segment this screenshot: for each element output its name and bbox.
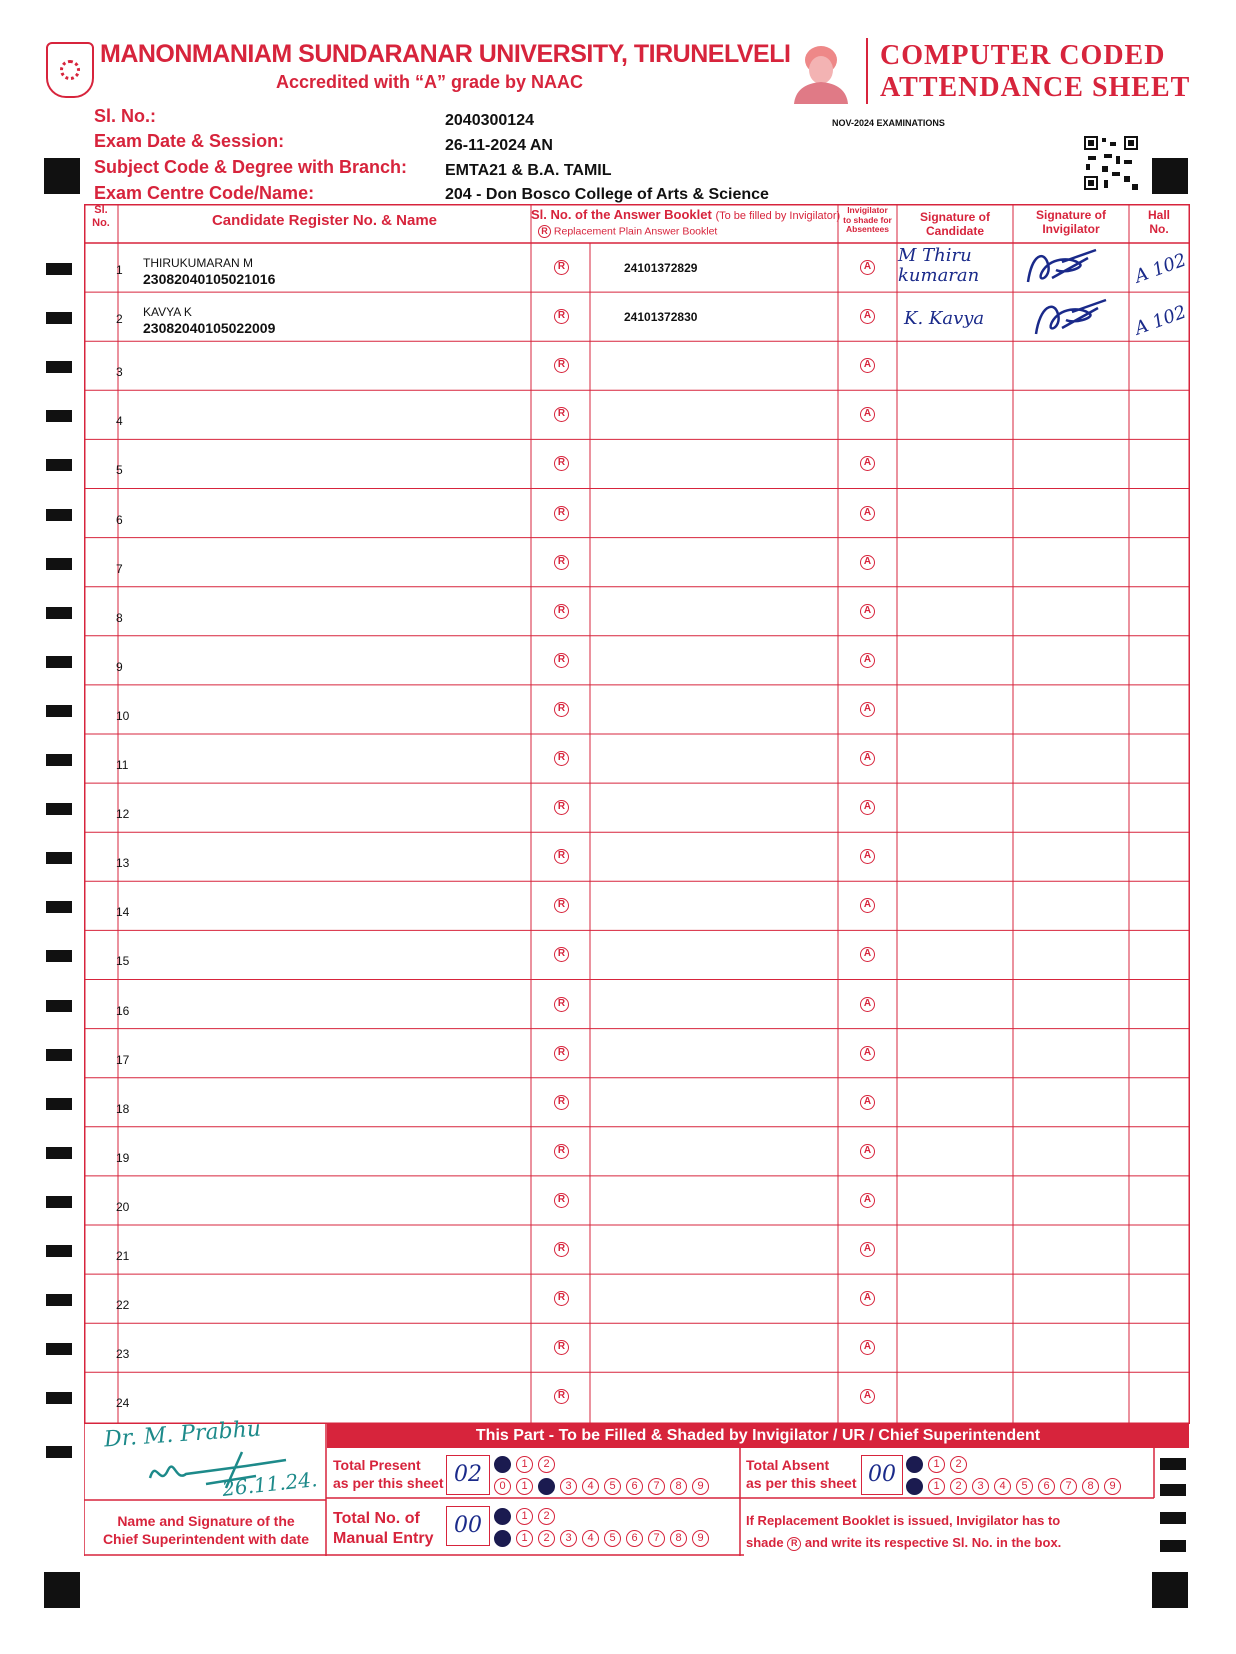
digit-bubble[interactable]: 1 bbox=[516, 1508, 533, 1525]
timing-mark bbox=[46, 705, 72, 717]
digit-bubble[interactable]: 5 bbox=[1016, 1478, 1033, 1495]
chief-superintendent-label: Name and Signature of the Chief Superintendent with date bbox=[102, 1513, 310, 1547]
replacement-bubble[interactable]: R bbox=[554, 358, 569, 373]
absentee-bubble[interactable]: A bbox=[860, 1340, 875, 1355]
replacement-bubble[interactable]: R bbox=[554, 1389, 569, 1404]
absentee-bubble[interactable]: A bbox=[860, 309, 875, 324]
row-number: 20 bbox=[116, 1199, 130, 1214]
digit-bubble[interactable] bbox=[494, 1456, 511, 1473]
digit-bubble[interactable]: 2 bbox=[950, 1456, 967, 1473]
row-number: 19 bbox=[116, 1150, 130, 1165]
row-number: 4 bbox=[116, 414, 123, 429]
digit-bubble[interactable]: 2 bbox=[950, 1478, 967, 1495]
digit-bubble[interactable]: 9 bbox=[692, 1478, 709, 1495]
timing-mark bbox=[46, 312, 72, 324]
timing-mark bbox=[46, 1245, 72, 1257]
row-number: 24 bbox=[116, 1396, 130, 1411]
timing-mark bbox=[46, 410, 72, 422]
chief-superintendent-date: 26.11.24. bbox=[221, 1467, 319, 1501]
replacement-bubble[interactable]: R bbox=[554, 309, 569, 324]
replacement-bubble[interactable]: R bbox=[554, 849, 569, 864]
candidate-name: KAVYA K bbox=[143, 305, 192, 320]
absentee-bubble[interactable]: A bbox=[860, 1193, 875, 1208]
replacement-bubble[interactable]: R bbox=[554, 898, 569, 913]
replacement-bubble[interactable]: R bbox=[554, 1340, 569, 1355]
replacement-bubble[interactable]: R bbox=[554, 604, 569, 619]
digit-bubble[interactable]: 1 bbox=[928, 1478, 945, 1495]
footer-band: This Part - To be Filled & Shaded by Invigilator / UR / Chief Superintendent bbox=[327, 1424, 1189, 1448]
replacement-bubble[interactable]: R bbox=[554, 555, 569, 570]
col-booklet-title: Sl. No. of the Answer Booklet bbox=[531, 207, 712, 222]
digit-bubble[interactable]: 6 bbox=[626, 1530, 643, 1547]
absentee-bubble[interactable]: A bbox=[860, 1046, 875, 1061]
timing-mark bbox=[46, 263, 72, 275]
row-number: 7 bbox=[116, 561, 123, 576]
row-number: 11 bbox=[116, 758, 129, 772]
absentee-bubble[interactable]: A bbox=[860, 997, 875, 1012]
timing-mark bbox=[46, 656, 72, 668]
row-number: 12 bbox=[116, 807, 130, 822]
sheet-title bbox=[880, 40, 1190, 104]
centre-value: 204 - Don Bosco College of Arts & Science bbox=[445, 186, 769, 203]
manual-entry-label: Total No. of Manual Entry bbox=[333, 1510, 434, 1547]
row-number: 13 bbox=[116, 856, 130, 871]
replacement-bubble[interactable]: R bbox=[554, 653, 569, 668]
digit-bubble[interactable]: 7 bbox=[648, 1530, 665, 1547]
digit-bubble[interactable]: 2 bbox=[538, 1508, 555, 1525]
timing-mark-top-right bbox=[1152, 158, 1188, 194]
qr-code bbox=[1084, 136, 1138, 190]
row-number: 3 bbox=[116, 365, 123, 380]
accreditation-text: Accredited with “A” grade by NAAC bbox=[276, 72, 584, 92]
digit-bubble[interactable]: 3 bbox=[560, 1530, 577, 1547]
digit-bubble[interactable]: 6 bbox=[1038, 1478, 1055, 1495]
answer-booklet-no: 24101372830 bbox=[624, 310, 698, 325]
total-present-bubbles[interactable] bbox=[494, 1454, 734, 1498]
timing-mark bbox=[46, 803, 72, 815]
replacement-r-icon: R bbox=[538, 225, 551, 238]
absentee-bubble[interactable]: A bbox=[860, 1389, 875, 1404]
timing-mark bbox=[46, 1446, 72, 1458]
exam-date-value: 26-11-2024 AN bbox=[445, 137, 553, 154]
col-sl-header: Sl. No. bbox=[92, 204, 110, 229]
col-invig-shade-header: Invigilator to shade for Absentees bbox=[843, 205, 892, 234]
replacement-note-rest: and write its respective Sl. No. in the box. bbox=[804, 1535, 1062, 1550]
replacement-bubble[interactable]: R bbox=[554, 947, 569, 962]
invigilator-signature-2 bbox=[1032, 294, 1114, 340]
absentee-bubble[interactable]: A bbox=[860, 653, 875, 668]
row-number: 16 bbox=[116, 1003, 130, 1018]
row-number: 10 bbox=[116, 708, 130, 723]
replacement-bubble[interactable]: R bbox=[554, 751, 569, 766]
exams-label: NOV-2024 EXAMINATIONS bbox=[832, 118, 945, 128]
university-name: MANONMANIAM SUNDARANAR UNIVERSITY, TIRUNELVELI bbox=[100, 40, 791, 68]
total-present-label: Total Present as per this sheet bbox=[333, 1457, 444, 1491]
sheet-title-line-1: COMPUTER CODED bbox=[880, 40, 1166, 71]
header-divider bbox=[866, 38, 868, 104]
replacement-bubble[interactable]: R bbox=[554, 1046, 569, 1061]
timing-mark bbox=[46, 1098, 72, 1110]
row-number: 18 bbox=[116, 1101, 130, 1116]
absentee-bubble[interactable]: A bbox=[860, 898, 875, 913]
row-number: 2 bbox=[116, 312, 123, 327]
digit-bubble[interactable]: 4 bbox=[582, 1530, 599, 1547]
absentee-bubble[interactable]: A bbox=[860, 947, 875, 962]
row-number: 6 bbox=[116, 512, 123, 527]
absentee-bubble[interactable]: A bbox=[860, 1242, 875, 1257]
attendance-grid bbox=[84, 204, 1190, 1424]
absentee-bubble[interactable]: A bbox=[860, 260, 875, 275]
digit-bubble[interactable]: 7 bbox=[648, 1478, 665, 1495]
candidate-register-no: 23082040105022009 bbox=[143, 320, 276, 337]
timing-mark bbox=[46, 1294, 72, 1306]
col-booklet-note: (To be filled by Invigilator) bbox=[715, 210, 841, 222]
row-number: 22 bbox=[116, 1298, 130, 1313]
absentee-bubble[interactable]: A bbox=[860, 456, 875, 471]
gear-icon bbox=[60, 60, 80, 80]
candidate-signature-1: M Thiru kumaran bbox=[898, 245, 980, 286]
absentee-bubble[interactable]: A bbox=[860, 800, 875, 815]
digit-bubble[interactable]: 8 bbox=[670, 1478, 687, 1495]
candidate-register-no: 23082040105021016 bbox=[143, 271, 276, 287]
subject-label: Subject Code & Degree with Branch: bbox=[94, 157, 408, 177]
row-number: 1 bbox=[116, 263, 123, 277]
row-number: 9 bbox=[116, 659, 123, 674]
replacement-bubble[interactable]: R bbox=[554, 456, 569, 471]
replacement-bubble[interactable]: R bbox=[554, 1291, 569, 1306]
digit-bubble[interactable] bbox=[494, 1508, 511, 1525]
timing-mark bbox=[46, 509, 72, 521]
replacement-bubble[interactable]: R bbox=[554, 800, 569, 815]
col-candidate-header: Candidate Register No. & Name bbox=[211, 212, 438, 229]
timing-mark bbox=[46, 1147, 72, 1159]
replacement-bubble[interactable]: R bbox=[554, 407, 569, 422]
replacement-note-line-1: If Replacement Booklet is issued, Invigilator has to bbox=[746, 1513, 1061, 1528]
absentee-bubble[interactable]: A bbox=[860, 751, 875, 766]
digit-bubble[interactable]: 3 bbox=[972, 1478, 989, 1495]
row-number: 8 bbox=[116, 610, 123, 625]
sheet-title-line-2: ATTENDANCE SHEET bbox=[880, 72, 1191, 103]
row-number: 23 bbox=[116, 1347, 130, 1362]
manual-entry-bubbles[interactable] bbox=[494, 1506, 734, 1550]
hall-number-1: A 102 bbox=[1132, 249, 1190, 288]
timing-mark bbox=[46, 607, 72, 619]
digit-bubble[interactable]: 5 bbox=[604, 1530, 621, 1547]
digit-bubble[interactable]: 0 bbox=[494, 1478, 511, 1495]
digit-bubble[interactable]: 8 bbox=[1082, 1478, 1099, 1495]
row-number: 15 bbox=[116, 954, 130, 969]
absentee-bubble[interactable]: A bbox=[860, 1291, 875, 1306]
timing-mark bbox=[46, 950, 72, 962]
digit-bubble[interactable] bbox=[494, 1530, 511, 1547]
total-absent-label: Total Absent as per this sheet bbox=[746, 1457, 857, 1491]
exam-date-label: Exam Date & Session: bbox=[94, 131, 285, 151]
row-number: 5 bbox=[116, 463, 123, 478]
answer-booklet-no: 24101372829 bbox=[624, 261, 698, 275]
digit-bubble[interactable]: 6 bbox=[626, 1478, 643, 1495]
sl-no-value: 2040300124 bbox=[445, 112, 534, 129]
absentee-bubble[interactable]: A bbox=[860, 1144, 875, 1159]
digit-bubble[interactable]: 4 bbox=[994, 1478, 1011, 1495]
digit-bubble[interactable]: 5 bbox=[604, 1478, 621, 1495]
sl-no-label: Sl. No.: bbox=[94, 106, 156, 126]
digit-bubble[interactable]: 4 bbox=[582, 1478, 599, 1495]
row-number: 14 bbox=[116, 905, 130, 920]
manual-entry-box[interactable]: 00 bbox=[446, 1506, 490, 1546]
replacement-bubble[interactable]: R bbox=[554, 1193, 569, 1208]
col-hall-header: Hall No. bbox=[1147, 208, 1170, 236]
timing-mark bbox=[46, 1196, 72, 1208]
subject-value: EMTA21 & B.A. TAMIL bbox=[445, 162, 612, 179]
absentee-bubble[interactable]: A bbox=[860, 849, 875, 864]
digit-bubble[interactable] bbox=[906, 1478, 923, 1495]
timing-mark-top-left bbox=[44, 158, 80, 194]
total-present-box[interactable]: 02 bbox=[446, 1455, 490, 1495]
col-sig-invig-header: Signature of Invigilator bbox=[1035, 208, 1106, 236]
col-booklet-sub bbox=[538, 225, 717, 238]
col-booklet-sub-text: Replacement Plain Answer Booklet bbox=[553, 225, 718, 238]
absentee-bubble[interactable]: A bbox=[860, 555, 875, 570]
timing-mark bbox=[46, 901, 72, 913]
row-number: 21 bbox=[116, 1249, 130, 1263]
timing-mark bbox=[46, 1343, 72, 1355]
digit-bubble[interactable]: 2 bbox=[538, 1530, 555, 1547]
absentee-bubble[interactable]: A bbox=[860, 604, 875, 619]
replacement-bubble[interactable]: R bbox=[554, 260, 569, 275]
timing-mark bbox=[46, 361, 72, 373]
digit-bubble[interactable]: 1 bbox=[516, 1456, 533, 1473]
absentee-bubble[interactable]: A bbox=[860, 1095, 875, 1110]
row-number: 17 bbox=[116, 1052, 130, 1067]
candidate-signature-2: K. Kavya bbox=[904, 308, 985, 329]
candidate-name: THIRUKUMARAN M bbox=[143, 256, 253, 270]
absentee-bubble[interactable]: A bbox=[860, 358, 875, 373]
timing-mark bbox=[46, 1049, 72, 1061]
digit-bubble[interactable]: 9 bbox=[692, 1530, 709, 1547]
digit-bubble[interactable]: 3 bbox=[560, 1478, 577, 1495]
founder-portrait bbox=[790, 40, 852, 104]
timing-mark bbox=[46, 852, 72, 864]
replacement-note-line-2 bbox=[746, 1534, 1061, 1552]
col-sig-cand-header: Signature of Candidate bbox=[919, 210, 990, 238]
absentee-bubble[interactable]: A bbox=[860, 407, 875, 422]
replacement-bubble[interactable]: R bbox=[554, 506, 569, 521]
replacement-bubble[interactable]: R bbox=[554, 702, 569, 717]
digit-bubble[interactable]: 2 bbox=[538, 1456, 555, 1473]
digit-bubble[interactable]: 1 bbox=[516, 1530, 533, 1547]
centre-label: Exam Centre Code/Name: bbox=[94, 183, 315, 203]
replacement-note-shade: shade bbox=[746, 1535, 784, 1550]
digit-bubble[interactable]: 7 bbox=[1060, 1478, 1077, 1495]
university-logo bbox=[46, 42, 94, 98]
timing-mark bbox=[46, 459, 72, 471]
replacement-bubble[interactable]: R bbox=[554, 1095, 569, 1110]
digit-bubble[interactable]: 1 bbox=[516, 1478, 533, 1495]
invigilator-signature-1 bbox=[1022, 244, 1104, 290]
timing-mark-bottom-right bbox=[1152, 1572, 1188, 1608]
digit-bubble[interactable]: 9 bbox=[1104, 1478, 1121, 1495]
total-absent-bubbles[interactable] bbox=[906, 1454, 1156, 1498]
digit-bubble[interactable] bbox=[906, 1456, 923, 1473]
absentee-bubble[interactable]: A bbox=[860, 506, 875, 521]
col-booklet-header bbox=[531, 207, 841, 222]
replacement-bubble[interactable]: R bbox=[554, 1242, 569, 1257]
timing-mark bbox=[46, 558, 72, 570]
timing-mark-bottom-left bbox=[44, 1572, 80, 1608]
chief-superintendent-signature: Dr. M. Prabhu bbox=[103, 1416, 262, 1453]
digit-bubble[interactable]: 8 bbox=[670, 1530, 687, 1547]
digit-bubble[interactable]: 1 bbox=[928, 1456, 945, 1473]
replacement-bubble[interactable]: R bbox=[554, 1144, 569, 1159]
total-absent-box[interactable]: 00 bbox=[861, 1455, 903, 1495]
timing-mark bbox=[46, 754, 72, 766]
absentee-bubble[interactable]: A bbox=[860, 702, 875, 717]
hall-number-2: A 102 bbox=[1132, 301, 1190, 340]
timing-mark bbox=[46, 1000, 72, 1012]
timing-mark bbox=[46, 1392, 72, 1404]
replacement-bubble[interactable]: R bbox=[554, 997, 569, 1012]
digit-bubble[interactable] bbox=[538, 1478, 555, 1495]
replacement-r-icon: R bbox=[787, 1537, 801, 1551]
